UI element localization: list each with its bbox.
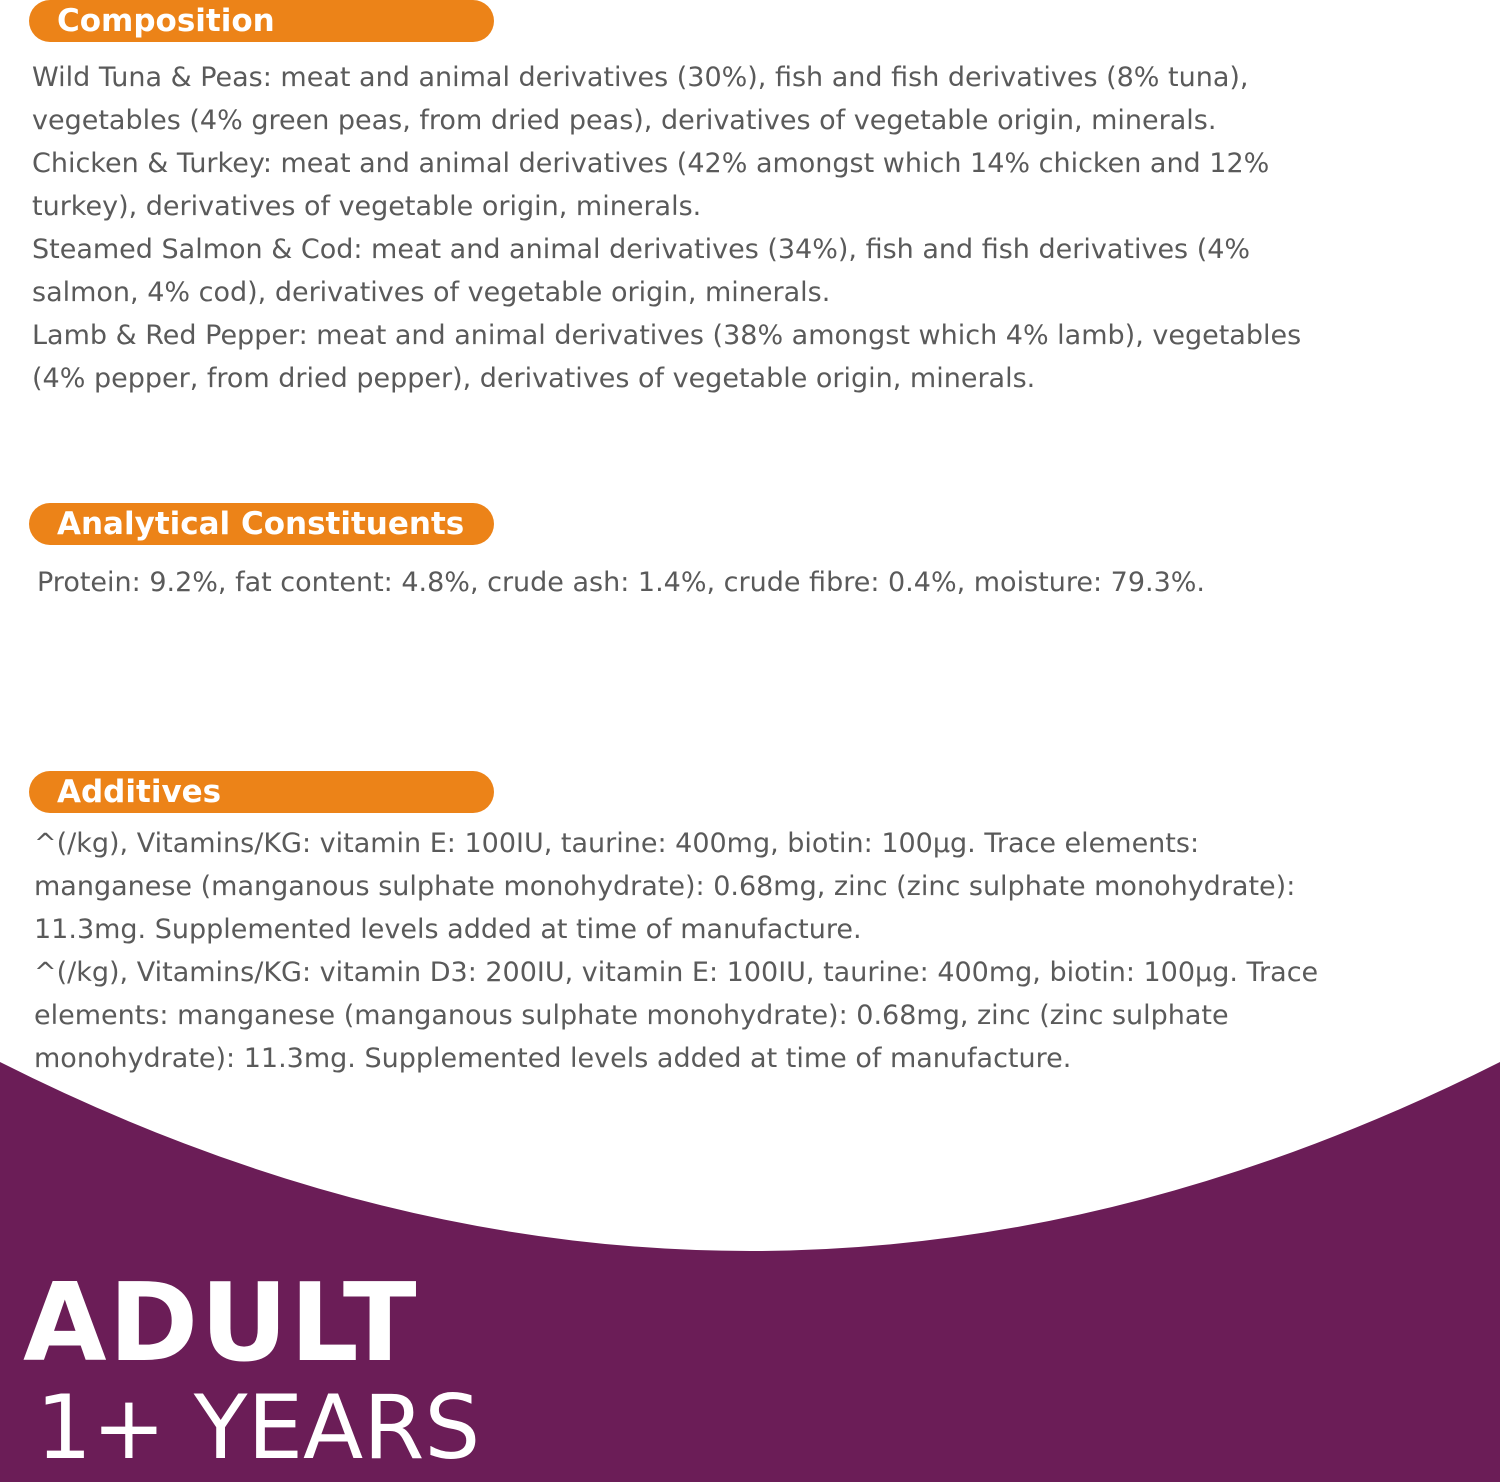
analytical-line: Protein: 9.2%, fat content: 4.8%, crude ash: 1.4%, crude fibre: 0.4%, moisture: 79.3%. [37,567,1206,598]
additives-line: manganese (manganous sulphate monohydrate): 0.68mg, zinc (zinc sulphate monohydrate): [34,871,1296,902]
age-subtitle: 1+ YEARS [36,1376,481,1479]
additives-heading: Additives [29,771,494,813]
analytical-constituents-text [37,561,1205,604]
composition-line: salmon, 4% cod), derivatives of vegetable origin, minerals. [32,277,831,308]
additives-line: elements: manganese (manganous sulphate monohydrate): 0.68mg, zinc (zinc sulphate [34,1000,1229,1031]
composition-line: vegetables (4% green peas, from dried peas), derivatives of vegetable origin, minerals. [32,105,1217,136]
analytical-constituents-heading: Analytical Constituents [29,503,494,545]
additives-line: ^(/kg), Vitamins/KG: vitamin D3: 200IU, vitamin E: 100IU, taurine: 400mg, biotin: 100μg. Trace [34,957,1319,988]
composition-line: Chicken & Turkey: meat and animal derivatives (42% amongst which 14% chicken and 12% [32,148,1270,179]
additives-line: ^(/kg), Vitamins/KG: vitamin E: 100IU, taurine: 400mg, biotin: 100μg. Trace elements: [34,828,1200,859]
composition-line: Steamed Salmon & Cod: meat and animal derivatives (34%), fish and fish derivatives (4% [32,234,1251,265]
composition-line: Lamb & Red Pepper: meat and animal derivatives (38% amongst which 4% lamb), vegetables [32,320,1302,351]
composition-line: turkey), derivatives of vegetable origin, minerals. [32,191,702,222]
additives-line: 11.3mg. Supplemented levels added at time of manufacture. [34,914,862,945]
composition-heading: Composition [29,0,494,42]
composition-line: Wild Tuna & Peas: meat and animal derivatives (30%), fish and fish derivatives (8% tuna), [32,62,1249,93]
age-title: ADULT [23,1261,419,1386]
additives-line: monohydrate): 11.3mg. Supplemented levels added at time of manufacture. [34,1043,1072,1074]
composition-text [32,56,1301,400]
composition-line: (4% pepper, from dried pepper), derivatives of vegetable origin, minerals. [32,363,1036,394]
additives-text [34,822,1318,1080]
